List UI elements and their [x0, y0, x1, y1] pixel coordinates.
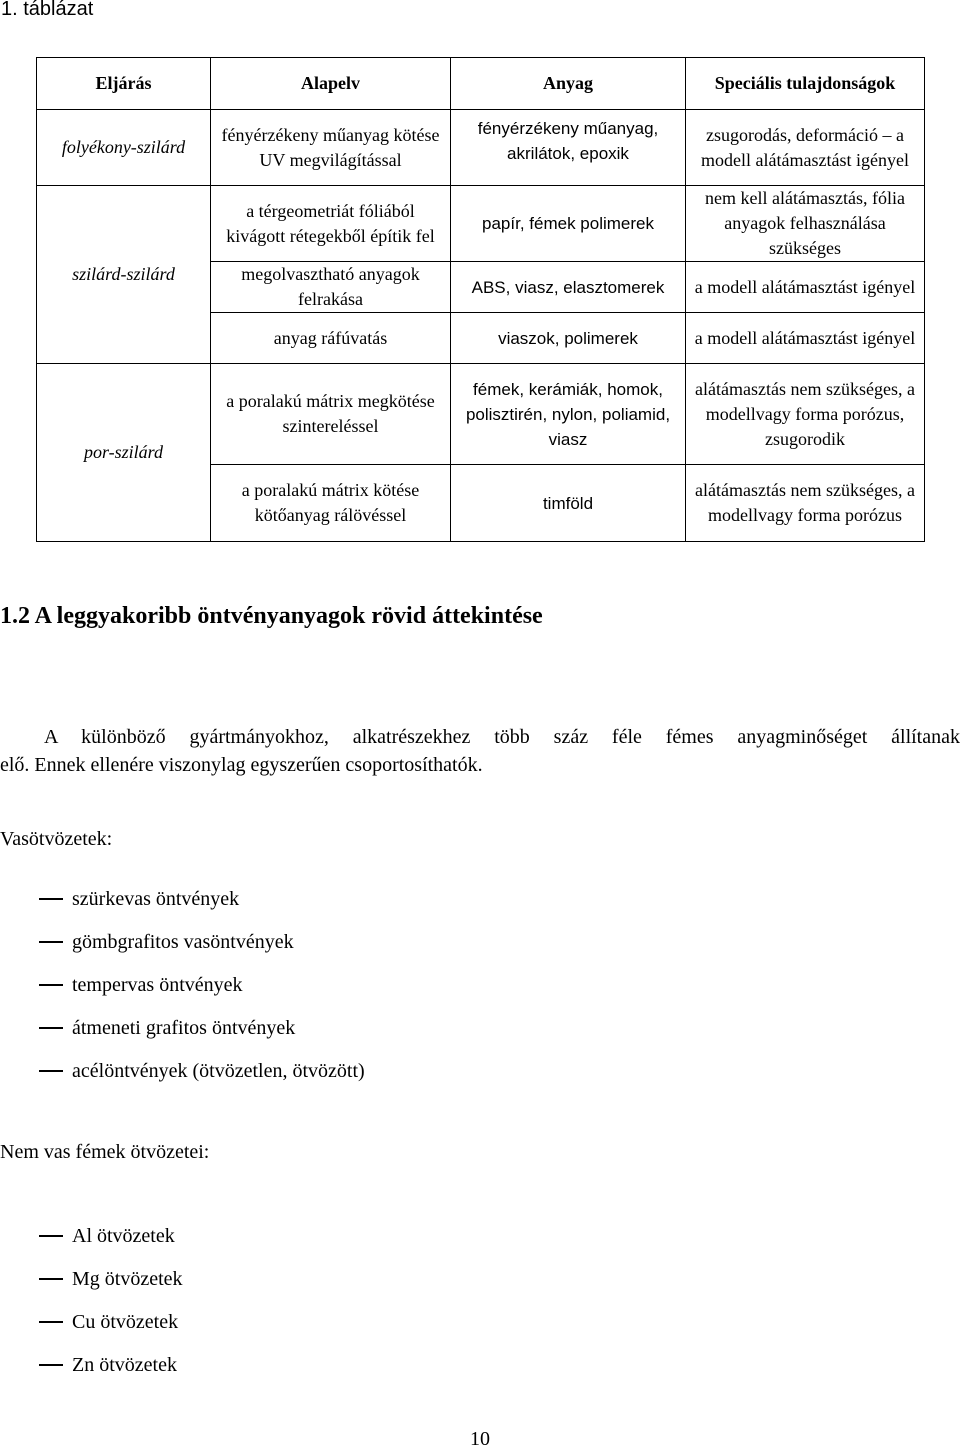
principle-cell: fényérzékeny műanyag kötése UV megvilágítással: [211, 110, 451, 186]
process-cell: szilárd-szilárd: [37, 186, 211, 364]
principle-cell: megolvasztható anyagok felrakása: [211, 262, 451, 313]
intro-line-2: elő. Ennek ellenére viszonylag egyszerűen csoportosíthatók.: [0, 754, 483, 776]
special-cell: a modell alátámasztást igényel: [686, 313, 925, 364]
dash-bullet: [39, 1278, 63, 1280]
dash-bullet: [39, 1235, 63, 1237]
list-item-text: acélöntvények (ötvözetlen, ötvözött): [72, 1060, 365, 1082]
list-item-text: szürkevas öntvények: [72, 888, 240, 910]
table-row: [37, 186, 925, 262]
material-cell: papír, fémek polimerek: [451, 186, 686, 262]
dash-bullet: [39, 941, 63, 943]
header-principle: Alapelv: [211, 58, 451, 110]
process-table: [36, 57, 925, 542]
list-item-text: gömbgrafitos vasöntvények: [72, 931, 294, 953]
material-cell: timföld: [451, 465, 686, 542]
dash-bullet: [39, 984, 63, 986]
dash-bullet: [39, 1364, 63, 1366]
material-cell: fémek, kerámiák, homok, polisztirén, nylon, poliamid, viasz: [451, 364, 686, 465]
header-material: Anyag: [451, 58, 686, 110]
special-cell: alátámasztás nem szükséges, a modellvagy forma porózus: [686, 465, 925, 542]
process-cell: folyékony-szilárd: [37, 110, 211, 186]
dash-bullet: [39, 898, 63, 900]
material-cell: viaszok, polimerek: [451, 313, 686, 364]
table-header-row: [37, 58, 925, 110]
list-item-text: Zn ötvözetek: [72, 1354, 177, 1376]
list-item-text: tempervas öntvények: [72, 974, 243, 996]
principle-cell: a poralakú mátrix megkötése szintereléssel: [211, 364, 451, 465]
iron-alloys-label: Vasötvözetek:: [0, 828, 113, 850]
section-heading: 1.2 A leggyakoribb öntvényanyagok rövid áttekintése: [0, 603, 543, 629]
special-cell: alátámasztás nem szükséges, a modellvagy forma porózus, zsugorodik: [686, 364, 925, 465]
dash-bullet: [39, 1321, 63, 1323]
process-cell: por-szilárd: [37, 364, 211, 542]
principle-cell: a poralakú mátrix kötése kötőanyag rálövéssel: [211, 465, 451, 542]
material-cell: fényérzékeny műanyag, akrilátok, epoxik: [451, 110, 686, 186]
material-cell: ABS, viasz, elasztomerek: [451, 262, 686, 313]
list-item-text: Cu ötvözetek: [72, 1311, 179, 1333]
intro-line-1: A különböző gyártmányokhoz, alkatrészekhez több száz féle fémes anyagminőséget állítanak: [44, 726, 960, 748]
principle-cell: anyag ráfúvatás: [211, 313, 451, 364]
list-item-text: Al ötvözetek: [72, 1225, 175, 1247]
special-cell: zsugorodás, deformáció – a modell alátámasztást igényel: [686, 110, 925, 186]
header-special: Speciális tulajdonságok: [686, 58, 925, 110]
principle-cell: a térgeometriát fóliából kivágott rétegekből építik fel: [211, 186, 451, 262]
intro-paragraph: [0, 723, 960, 779]
dash-bullet: [39, 1070, 63, 1072]
table-caption: 1. táblázat: [1, 0, 94, 20]
list-item-text: Mg ötvözetek: [72, 1268, 183, 1290]
special-cell: a modell alátámasztást igényel: [686, 262, 925, 313]
table-row: [37, 110, 925, 186]
dash-bullet: [39, 1027, 63, 1029]
list-item-text: átmeneti grafitos öntvények: [72, 1017, 296, 1039]
table-row: [37, 364, 925, 465]
special-cell: nem kell alátámasztás, fólia anyagok felhasználása szükséges: [686, 186, 925, 262]
page-number: 10: [470, 1428, 490, 1450]
header-process: Eljárás: [37, 58, 211, 110]
nonferrous-alloys-label: Nem vas fémek ötvözetei:: [0, 1141, 210, 1163]
